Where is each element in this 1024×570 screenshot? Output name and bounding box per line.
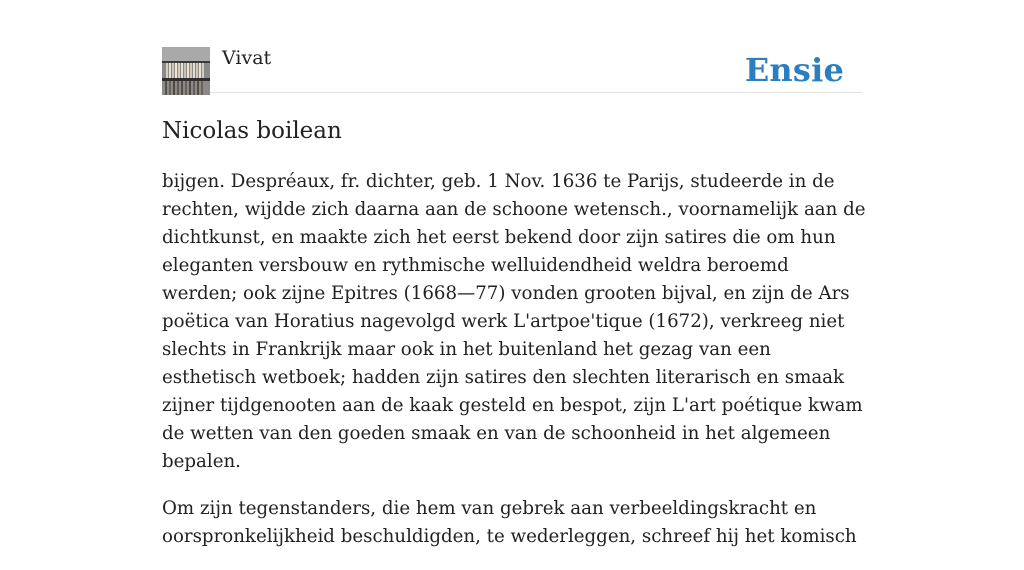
author-name[interactable]: Vivat	[222, 47, 272, 69]
article-paragraph: bijgen. Despréaux, fr. dichter, geb. 1 Nov. 1636 te Parijs, studeerde in de rechten, wijdde zich daarna aan de schoone wetensch., voornamelijk aan de dichtkunst, en maakte zich het eerst bekend door zijn satires die om hun eleganten versbouw en rythmische welluidendheid weldra beroemd werden; ook zijne Epitres (1668—77) vonden grooten bijval, en zijn de Ars poëtica van Horatius nagevolgd werk L'artpoe'tique (1672), verkreeg niet slechts in Frankrijk maar ook in het buitenland het gezag van een esthetisch wetboek; hadden zijn satires den slechten literarisch en smaak zijner tijdgenooten aan de kaak gesteld en bespot, zijn L'art poétique kwam de wetten van den goeden smaak en van de schoonheid in het algemeen bepalen.	[162, 171, 866, 472]
site-logo[interactable]: Ensie	[744, 51, 844, 89]
bookshelf-icon	[162, 47, 210, 95]
article-paragraph: Om zijn tegenstanders, die hem van gebrek aan verbeeldingskracht en oorspronkelijkheid beschuldigden, te wederleggen, schreef hij het komisch	[162, 498, 857, 547]
page-title: Nicolas boilean	[162, 118, 342, 144]
article-body	[162, 168, 867, 570]
avatar[interactable]	[162, 47, 210, 95]
site-header	[162, 47, 862, 93]
